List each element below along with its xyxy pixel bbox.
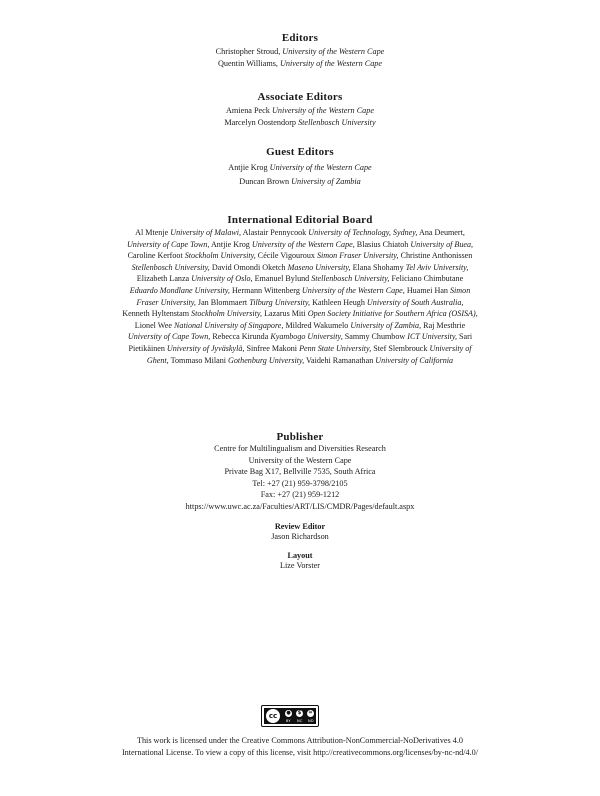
board-member-name: Hermann Wittenberg	[229, 285, 302, 295]
board-member-name: Kenneth Hyltenstam	[122, 309, 192, 319]
board-line	[0, 308, 600, 320]
board-affiliation: University of the Western Cape,	[251, 239, 355, 249]
board-affiliation: Eduardo Mondlane University,	[129, 285, 230, 295]
board-affiliation: Kyambogo University,	[270, 332, 343, 342]
board-affiliation: University of Zambia,	[350, 320, 422, 330]
board-member-name: Sammy Chumbow	[342, 332, 408, 342]
board-member-name: Al Mtenje	[135, 228, 171, 237]
review-editor-heading: Review Editor	[274, 522, 326, 531]
review-editor-name: Jason Richardson	[271, 532, 329, 541]
publisher-heading: Publisher	[276, 431, 324, 443]
associate-editors-heading: Associate Editors	[257, 91, 343, 103]
editorial-board-heading: International Editorial Board	[227, 214, 373, 226]
board-member-name: David Omondi Oketch	[209, 262, 288, 272]
board-member-name: Blasius Chiatoh	[354, 239, 411, 249]
board-affiliation: Stellenbosch University,	[311, 274, 390, 284]
board-member-name: Cécile Vigouroux	[255, 251, 317, 261]
board-affiliation: Tilburg University,	[249, 297, 311, 307]
guest-editor-affiliation: University of Zambia	[291, 176, 361, 186]
board-affiliation: University of Cape Town,	[126, 239, 210, 249]
board-member-name: Lazarus Miti	[262, 309, 308, 319]
associate-editors-section	[0, 91, 600, 128]
board-line	[0, 297, 600, 309]
board-affiliation: University of	[429, 343, 472, 353]
board-affiliation: University of California	[375, 355, 454, 365]
board-line	[0, 273, 600, 285]
cc-tag-nc: NC	[297, 719, 303, 723]
board-line	[0, 331, 600, 343]
license-notice	[0, 735, 600, 759]
board-affiliation: Open Society Initiative for Southern Africa (OSISA),	[307, 309, 478, 319]
board-member-name: Caroline Kerfoot	[127, 251, 185, 261]
editor-affiliation: University of the Western Cape	[282, 47, 385, 56]
cc-tag-nd: ND	[308, 719, 314, 723]
board-member-name: Tommaso Milani	[168, 355, 229, 365]
board-affiliation: University of Oslo,	[191, 274, 253, 284]
associate-editor-name: Amiena Peck	[226, 106, 270, 115]
layout-section	[0, 551, 600, 572]
board-affiliation: Maseno University,	[287, 262, 351, 272]
board-affiliation: University of Technology, Sydney,	[308, 228, 418, 237]
publisher-line: Fax: +27 (21) 959-1212	[260, 490, 340, 500]
editor-entry	[0, 58, 600, 70]
editorial-board-section	[0, 214, 600, 366]
board-affiliation: Tel Aviv University,	[405, 262, 469, 272]
associate-editor-entry	[0, 117, 600, 129]
board-affiliation: Fraser University,	[136, 297, 196, 307]
board-member-name: Lionel Wee	[134, 320, 175, 330]
editor-name: Quentin Williams,	[217, 58, 278, 68]
editors-heading: Editors	[281, 32, 319, 44]
board-affiliation: Stellenbosch University,	[131, 262, 210, 272]
layout-heading: Layout	[287, 551, 313, 560]
board-member-name: Rebecca Kirunda	[210, 332, 271, 342]
layout-name: Lize Vorster	[280, 561, 320, 570]
board-member-name: Jan Blommaert	[195, 297, 250, 307]
associate-editor-entry	[0, 105, 600, 117]
editorial-board-members	[0, 227, 600, 366]
board-member-name: Emanuel Bylund	[252, 274, 312, 284]
board-affiliation: Gothenburg University,	[228, 355, 305, 365]
nd-equal-icon: =	[306, 709, 315, 718]
board-member-name: Sari	[457, 332, 473, 342]
editor-entry	[0, 46, 600, 58]
board-affiliation: University of Jyväskylä,	[166, 343, 245, 353]
guest-editor-name: Antjie Krog	[228, 163, 268, 172]
board-member-name: Elana Shohamy	[350, 262, 406, 272]
board-line	[0, 343, 600, 355]
editor-name: Christopher Stroud,	[215, 47, 281, 56]
editors-section	[0, 32, 600, 69]
guest-editor-affiliation: University of the Western Cape	[269, 163, 372, 172]
review-editor-section	[0, 522, 600, 543]
publisher-line: University of the Western Cape	[248, 455, 352, 465]
board-member-name: Alastair Pennycook	[241, 228, 309, 237]
publisher-section	[0, 431, 600, 513]
board-member-name: Kathleen Heugh	[310, 297, 367, 307]
board-member-name: Raj Mesthrie	[421, 320, 466, 330]
associate-editor-affiliation: University of the Western Cape	[271, 106, 374, 115]
board-line	[0, 320, 600, 332]
board-affiliation: University of the Western Cape,	[301, 285, 405, 295]
guest-editors-heading: Guest Editors	[266, 146, 334, 158]
board-line	[0, 355, 600, 367]
board-affiliation: Stockholm University,	[184, 251, 256, 261]
guest-editor-entry	[0, 162, 600, 174]
license-text-line: International License. To view a copy of this license, visit http://creativecommons.org/licenses/by-nc-nd/4.0/	[121, 748, 479, 757]
guest-editor-entry	[0, 176, 600, 188]
board-line	[0, 262, 600, 274]
board-member-name: Christine Anthonissen	[398, 251, 473, 261]
by-person-icon: ●	[284, 709, 293, 718]
guest-editor-name: Duncan Brown	[239, 176, 290, 186]
board-affiliation: Simon Fraser University,	[316, 251, 399, 261]
publisher-website-link[interactable]: https://www.uwc.ac.za/Faculties/ART/LIS/CMDR/Pages/default.aspx	[185, 501, 415, 511]
associate-editor-affiliation: Stellenbosch University	[298, 117, 376, 127]
board-member-name: Mildred Wakumelo	[283, 320, 351, 330]
board-member-name: Stef Slembrouck	[371, 343, 430, 353]
license-text-line: This work is licensed under the Creative Commons Attribution-NonCommercial-NoDerivatives 4.0	[136, 736, 464, 745]
board-affiliation: Penn State University,	[299, 343, 372, 353]
board-affiliation: ICT University,	[407, 332, 458, 342]
publisher-line: Private Bag X17, Bellville 7535, South Africa	[224, 467, 376, 477]
cc-logo-icon: cc	[265, 708, 281, 724]
board-affiliation: University of Buea,	[410, 239, 474, 249]
guest-editors-section	[0, 146, 600, 187]
board-affiliation: National University of Singapore,	[174, 320, 284, 330]
board-affiliation: Ghent,	[146, 355, 169, 365]
board-affiliation: University of Cape Town,	[127, 332, 211, 342]
editor-affiliation: University of the Western Cape	[280, 58, 383, 68]
publisher-line: Centre for Multilingualism and Diversities Research	[214, 444, 386, 453]
publisher-line: Tel: +27 (21) 959-3798/2105	[252, 478, 348, 488]
board-member-name: Vaidehi Ramanathan	[304, 355, 376, 365]
nc-no-dollar-icon: $	[295, 709, 304, 718]
board-member-name: Ana Deumert,	[417, 228, 465, 237]
board-member-name: Pietikäinen	[128, 343, 167, 353]
board-member-name: Antjie Krog	[209, 239, 252, 249]
board-line	[0, 285, 600, 297]
board-member-name: Feliciano Chimbutane	[389, 274, 464, 284]
board-affiliation: University of Malawi,	[170, 228, 242, 237]
board-member-name: Elizabeth Lanza	[136, 274, 192, 284]
board-member-name: Huamei Han	[404, 285, 450, 295]
board-member-name: Sinfree Makoni	[244, 343, 300, 353]
board-affiliation: Stockholm University,	[191, 309, 263, 319]
cc-tag-by: BY	[286, 719, 291, 723]
board-affiliation: Simon	[450, 285, 471, 295]
board-line	[0, 239, 600, 251]
board-line	[0, 227, 600, 239]
board-affiliation: University of South Australia,	[366, 297, 464, 307]
board-line	[0, 250, 600, 262]
associate-editor-name: Marcelyn Oostendorp	[224, 117, 297, 127]
cc-license-badge[interactable]	[261, 705, 319, 727]
